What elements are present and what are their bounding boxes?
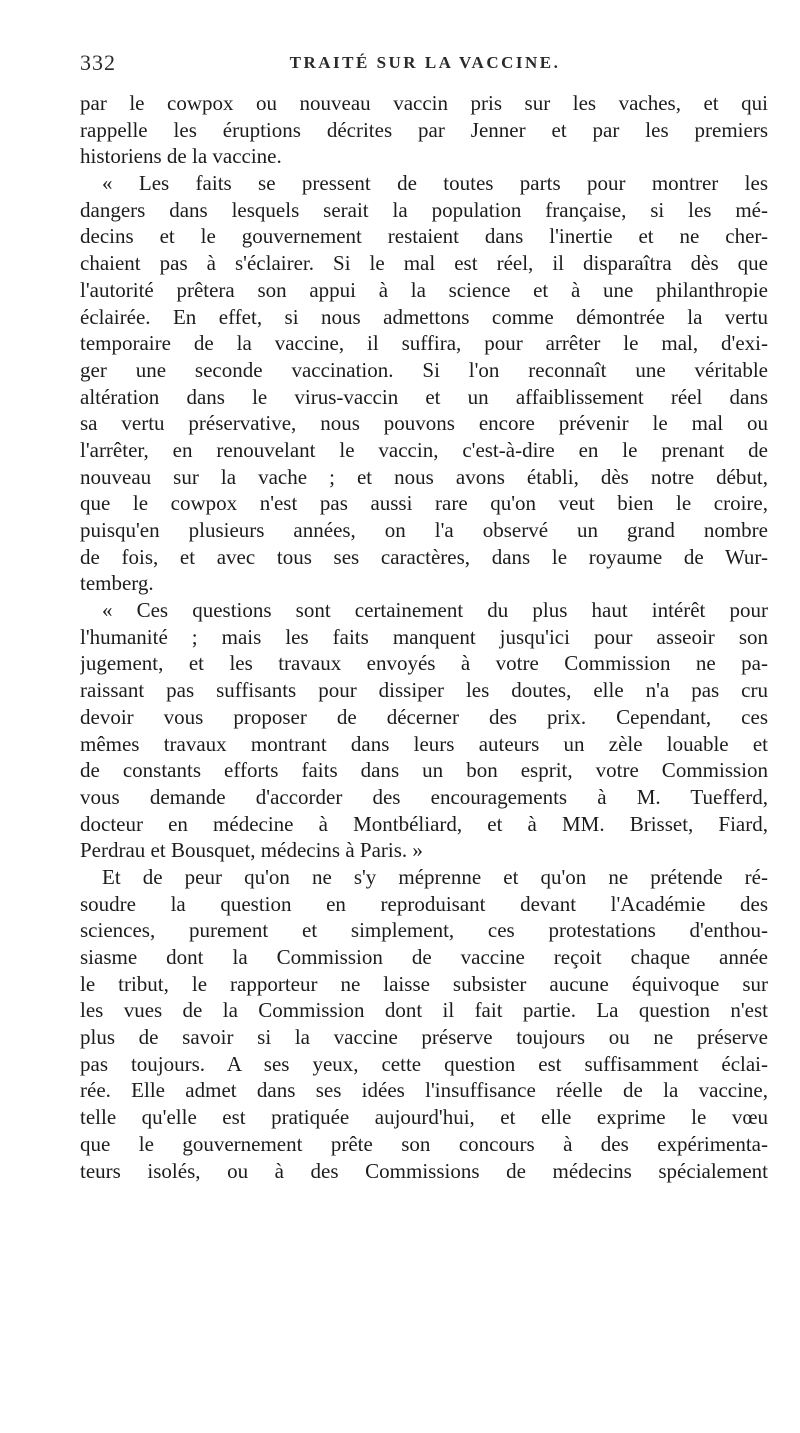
text-line: decins et le gouvernement restaient dans l'inertie et ne cher-	[80, 224, 768, 249]
text-line: plus de savoir si la vaccine préserve toujours ou ne préserve	[80, 1025, 768, 1050]
text-line: docteur en médecine à Montbéliard, et à MM. Brisset, Fiard,	[80, 811, 768, 836]
text-line: jugement, et les travaux envoyés à votre Commission ne pa-	[80, 651, 768, 676]
text-line: les vues de la Commission dont il fait partie. La question n'est	[80, 998, 768, 1023]
running-title: TRAITÉ SUR LA VACCINE.	[289, 53, 561, 72]
text-line: mêmes travaux montrant dans leurs auteurs un zèle louable et	[80, 731, 768, 756]
text-line: vous demande d'accorder des encouragements à M. Tuefferd,	[80, 784, 768, 809]
text-line: temberg.	[80, 571, 154, 596]
text-line: Perdrau et Bousquet, médecins à Paris. »	[80, 838, 423, 863]
text-line: historiens de la vaccine.	[80, 144, 282, 169]
text-line: soudre la question en reproduisant devant l'Académie des	[80, 891, 768, 916]
text-line: de constants efforts faits dans un bon esprit, votre Commission	[80, 758, 768, 783]
page-header	[80, 50, 770, 80]
text-line: par le cowpox ou nouveau vaccin pris sur les vaches, et qui	[80, 91, 768, 115]
text-line: raissant pas suffisants pour dissiper les doutes, elle n'a pas cru	[80, 678, 768, 703]
body-text	[80, 90, 768, 1184]
text-line: éclairée. En effet, si nous admettons comme démontrée la vertu	[80, 304, 768, 329]
text-line: telle qu'elle est pratiquée aujourd'hui, et elle exprime le vœu	[80, 1105, 768, 1130]
page-number: 332	[80, 50, 116, 75]
text-line: rappelle les éruptions décrites par Jenner et par les premiers	[80, 117, 768, 142]
text-line: « Ces questions sont certainement du plus haut intérêt pour	[102, 598, 768, 623]
text-line: l'autorité prêtera son appui à la science et à une philanthropie	[80, 277, 768, 302]
text-line: puisqu'en plusieurs années, on l'a observé un grand nombre	[80, 518, 768, 542]
text-line: pas toujours. A ses yeux, cette question est suffisamment éclai-	[80, 1051, 768, 1076]
text-line: Et de peur qu'on ne s'y méprenne et qu'on ne prétende ré-	[102, 864, 768, 889]
text-line: ger une seconde vaccination. Si l'on reconnaît une véritable	[80, 357, 768, 382]
text-line: siasme dont la Commission de vaccine reçoit chaque année	[80, 945, 768, 969]
text-line: chaient pas à s'éclairer. Si le mal est réel, il disparaîtra dès que	[80, 251, 768, 276]
text-line: teurs isolés, ou à des Commissions de médecins spécialement	[80, 1158, 768, 1183]
text-line: rée. Elle admet dans ses idées l'insuffisance réelle de la vaccine,	[80, 1078, 768, 1103]
text-line: sciences, purement et simplement, ces protestations d'enthou-	[80, 918, 768, 943]
text-line: que le cowpox n'est pas aussi rare qu'on veut bien le croire,	[80, 491, 768, 516]
text-line: que le gouvernement prête son concours à des expérimenta-	[80, 1131, 768, 1156]
text-line: sa vertu préservative, nous pouvons encore prévenir le mal ou	[80, 411, 768, 436]
text-line: l'humanité ; mais les faits manquent jusqu'ici pour asseoir son	[80, 624, 768, 649]
text-line: nouveau sur la vache ; et nous avons établi, dès notre début,	[80, 464, 768, 489]
text-line: de fois, et avec tous ses caractères, dans le royaume de Wur-	[80, 544, 768, 569]
text-line: altération dans le virus-vaccin et un affaiblissement réel dans	[80, 384, 768, 409]
text-line: devoir vous proposer de décerner des prix. Cependant, ces	[80, 704, 768, 729]
text-line: temporaire de la vaccine, il suffira, pour arrêter le mal, d'exi-	[80, 331, 768, 356]
text-line: le tribut, le rapporteur ne laisse subsister aucune équivoque sur	[80, 971, 768, 996]
text-line: dangers dans lesquels serait la population française, si les mé-	[80, 197, 768, 222]
text-line: l'arrêter, en renouvelant le vaccin, c'est-à-dire en le prenant de	[80, 437, 768, 462]
text-line: « Les faits se pressent de toutes parts pour montrer les	[102, 171, 768, 196]
